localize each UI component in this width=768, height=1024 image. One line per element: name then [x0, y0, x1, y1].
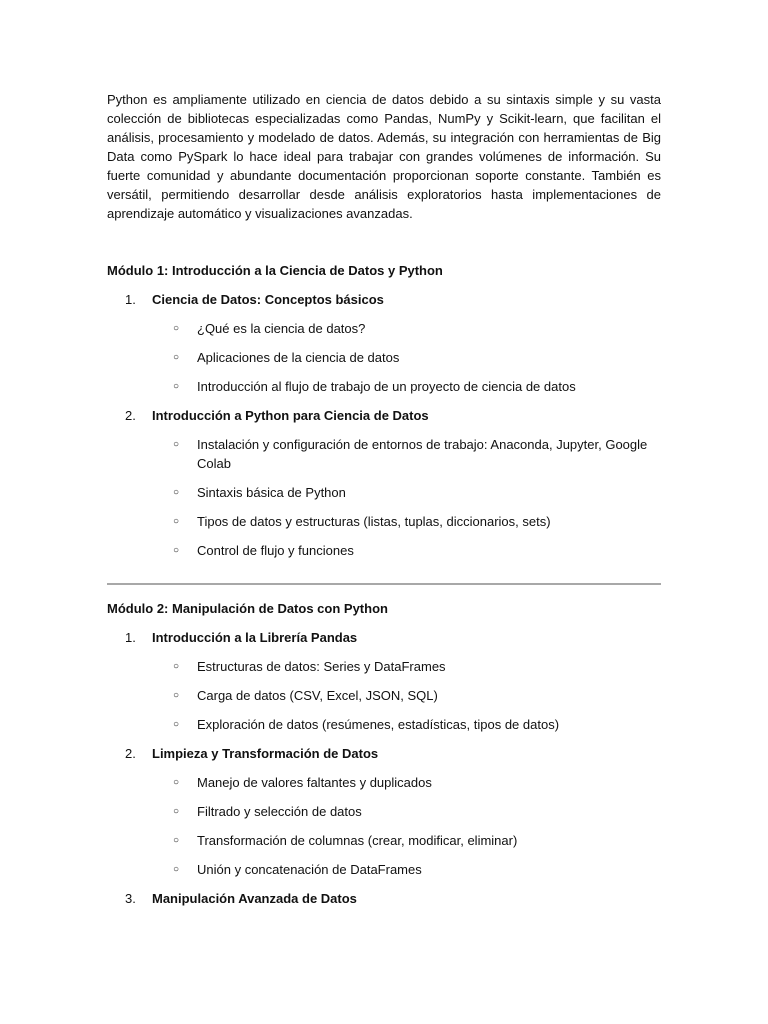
- bullet-circle-icon: ○: [172, 777, 179, 788]
- bullet-circle-icon: ○: [172, 690, 179, 701]
- section-title: Introducción a la Librería Pandas: [152, 630, 358, 645]
- bullet-circle-icon: ○: [172, 487, 179, 498]
- module-2: [107, 599, 661, 908]
- bullet-circle-icon: ○: [172, 439, 179, 450]
- list-item: ○ Instalación y configuración de entornos de trabajo: Anaconda, Jupyter, Google Colab: [107, 435, 661, 473]
- bullet-circle-icon: ○: [172, 661, 179, 672]
- horizontal-divider: [107, 583, 661, 585]
- bullet-circle-icon: ○: [172, 352, 179, 363]
- list-item: ○ Filtrado y selección de datos: [107, 802, 661, 821]
- module-1-section-1: [107, 290, 661, 309]
- module-2-section-1: [107, 628, 661, 647]
- module-2-section-2: [107, 744, 661, 763]
- module-2-title: Módulo 2: Manipulación de Datos con Python: [107, 601, 388, 616]
- section-title: Manipulación Avanzada de Datos: [152, 891, 357, 906]
- section-title: Limpieza y Transformación de Datos: [152, 746, 379, 761]
- list-item: ○ Exploración de datos (resúmenes, estadísticas, tipos de datos): [107, 715, 661, 734]
- bullet-list: [107, 435, 661, 560]
- intro-paragraph: Python es ampliamente utilizado en ciencia de datos debido a su sintaxis simple y su vasta colección de bibliotecas especializadas como Pandas, NumPy y Scikit-learn, que facilitan el análisis, procesamiento y modelado de datos. Además, su integración con herramientas de Big Data como PySpark lo hace ideal para trabajar con grandes volúmenes de información. Su fuerte comunidad y abundante documentación proporcionan soporte constante. También es versátil, permitiendo desarrollar desde análisis exploratorios hasta implementaciones de aprendizaje automático y visualizaciones avanzadas.: [107, 92, 661, 221]
- section-number: 2.: [125, 746, 136, 761]
- list-item: ○ Introducción al flujo de trabajo de un proyecto de ciencia de datos: [107, 377, 661, 396]
- list-item: ○ ¿Qué es la ciencia de datos?: [107, 319, 661, 338]
- list-item: ○ Transformación de columnas (crear, modificar, eliminar): [107, 831, 661, 850]
- bullet-list: [107, 773, 661, 879]
- section-number: 1.: [125, 292, 136, 307]
- bullet-list: [107, 319, 661, 396]
- bullet-circle-icon: ○: [172, 719, 179, 730]
- section-title: Introducción a Python para Ciencia de Datos: [152, 408, 429, 423]
- bullet-list: [107, 657, 661, 734]
- bullet-circle-icon: ○: [172, 835, 179, 846]
- module-1-title: Módulo 1: Introducción a la Ciencia de Datos y Python: [107, 263, 443, 278]
- module-2-section-3: [107, 889, 661, 908]
- list-item: ○ Manejo de valores faltantes y duplicados: [107, 773, 661, 792]
- section-number: 1.: [125, 630, 136, 645]
- bullet-circle-icon: ○: [172, 516, 179, 527]
- section-title: Ciencia de Datos: Conceptos básicos: [152, 292, 384, 307]
- bullet-circle-icon: ○: [172, 323, 179, 334]
- list-item: ○ Control de flujo y funciones: [107, 541, 661, 560]
- module-1-section-2: [107, 406, 661, 425]
- list-item: ○ Unión y concatenación de DataFrames: [107, 860, 661, 879]
- bullet-circle-icon: ○: [172, 545, 179, 556]
- section-number: 2.: [125, 408, 136, 423]
- list-item: ○ Estructuras de datos: Series y DataFrames: [107, 657, 661, 676]
- bullet-circle-icon: ○: [172, 806, 179, 817]
- module-1: [107, 261, 661, 560]
- list-item: ○ Sintaxis básica de Python: [107, 483, 661, 502]
- list-item: ○ Aplicaciones de la ciencia de datos: [107, 348, 661, 367]
- list-item: ○ Carga de datos (CSV, Excel, JSON, SQL): [107, 686, 661, 705]
- section-number: 3.: [125, 891, 136, 906]
- bullet-circle-icon: ○: [172, 381, 179, 392]
- bullet-circle-icon: ○: [172, 864, 179, 875]
- list-item: ○ Tipos de datos y estructuras (listas, tuplas, diccionarios, sets): [107, 512, 661, 531]
